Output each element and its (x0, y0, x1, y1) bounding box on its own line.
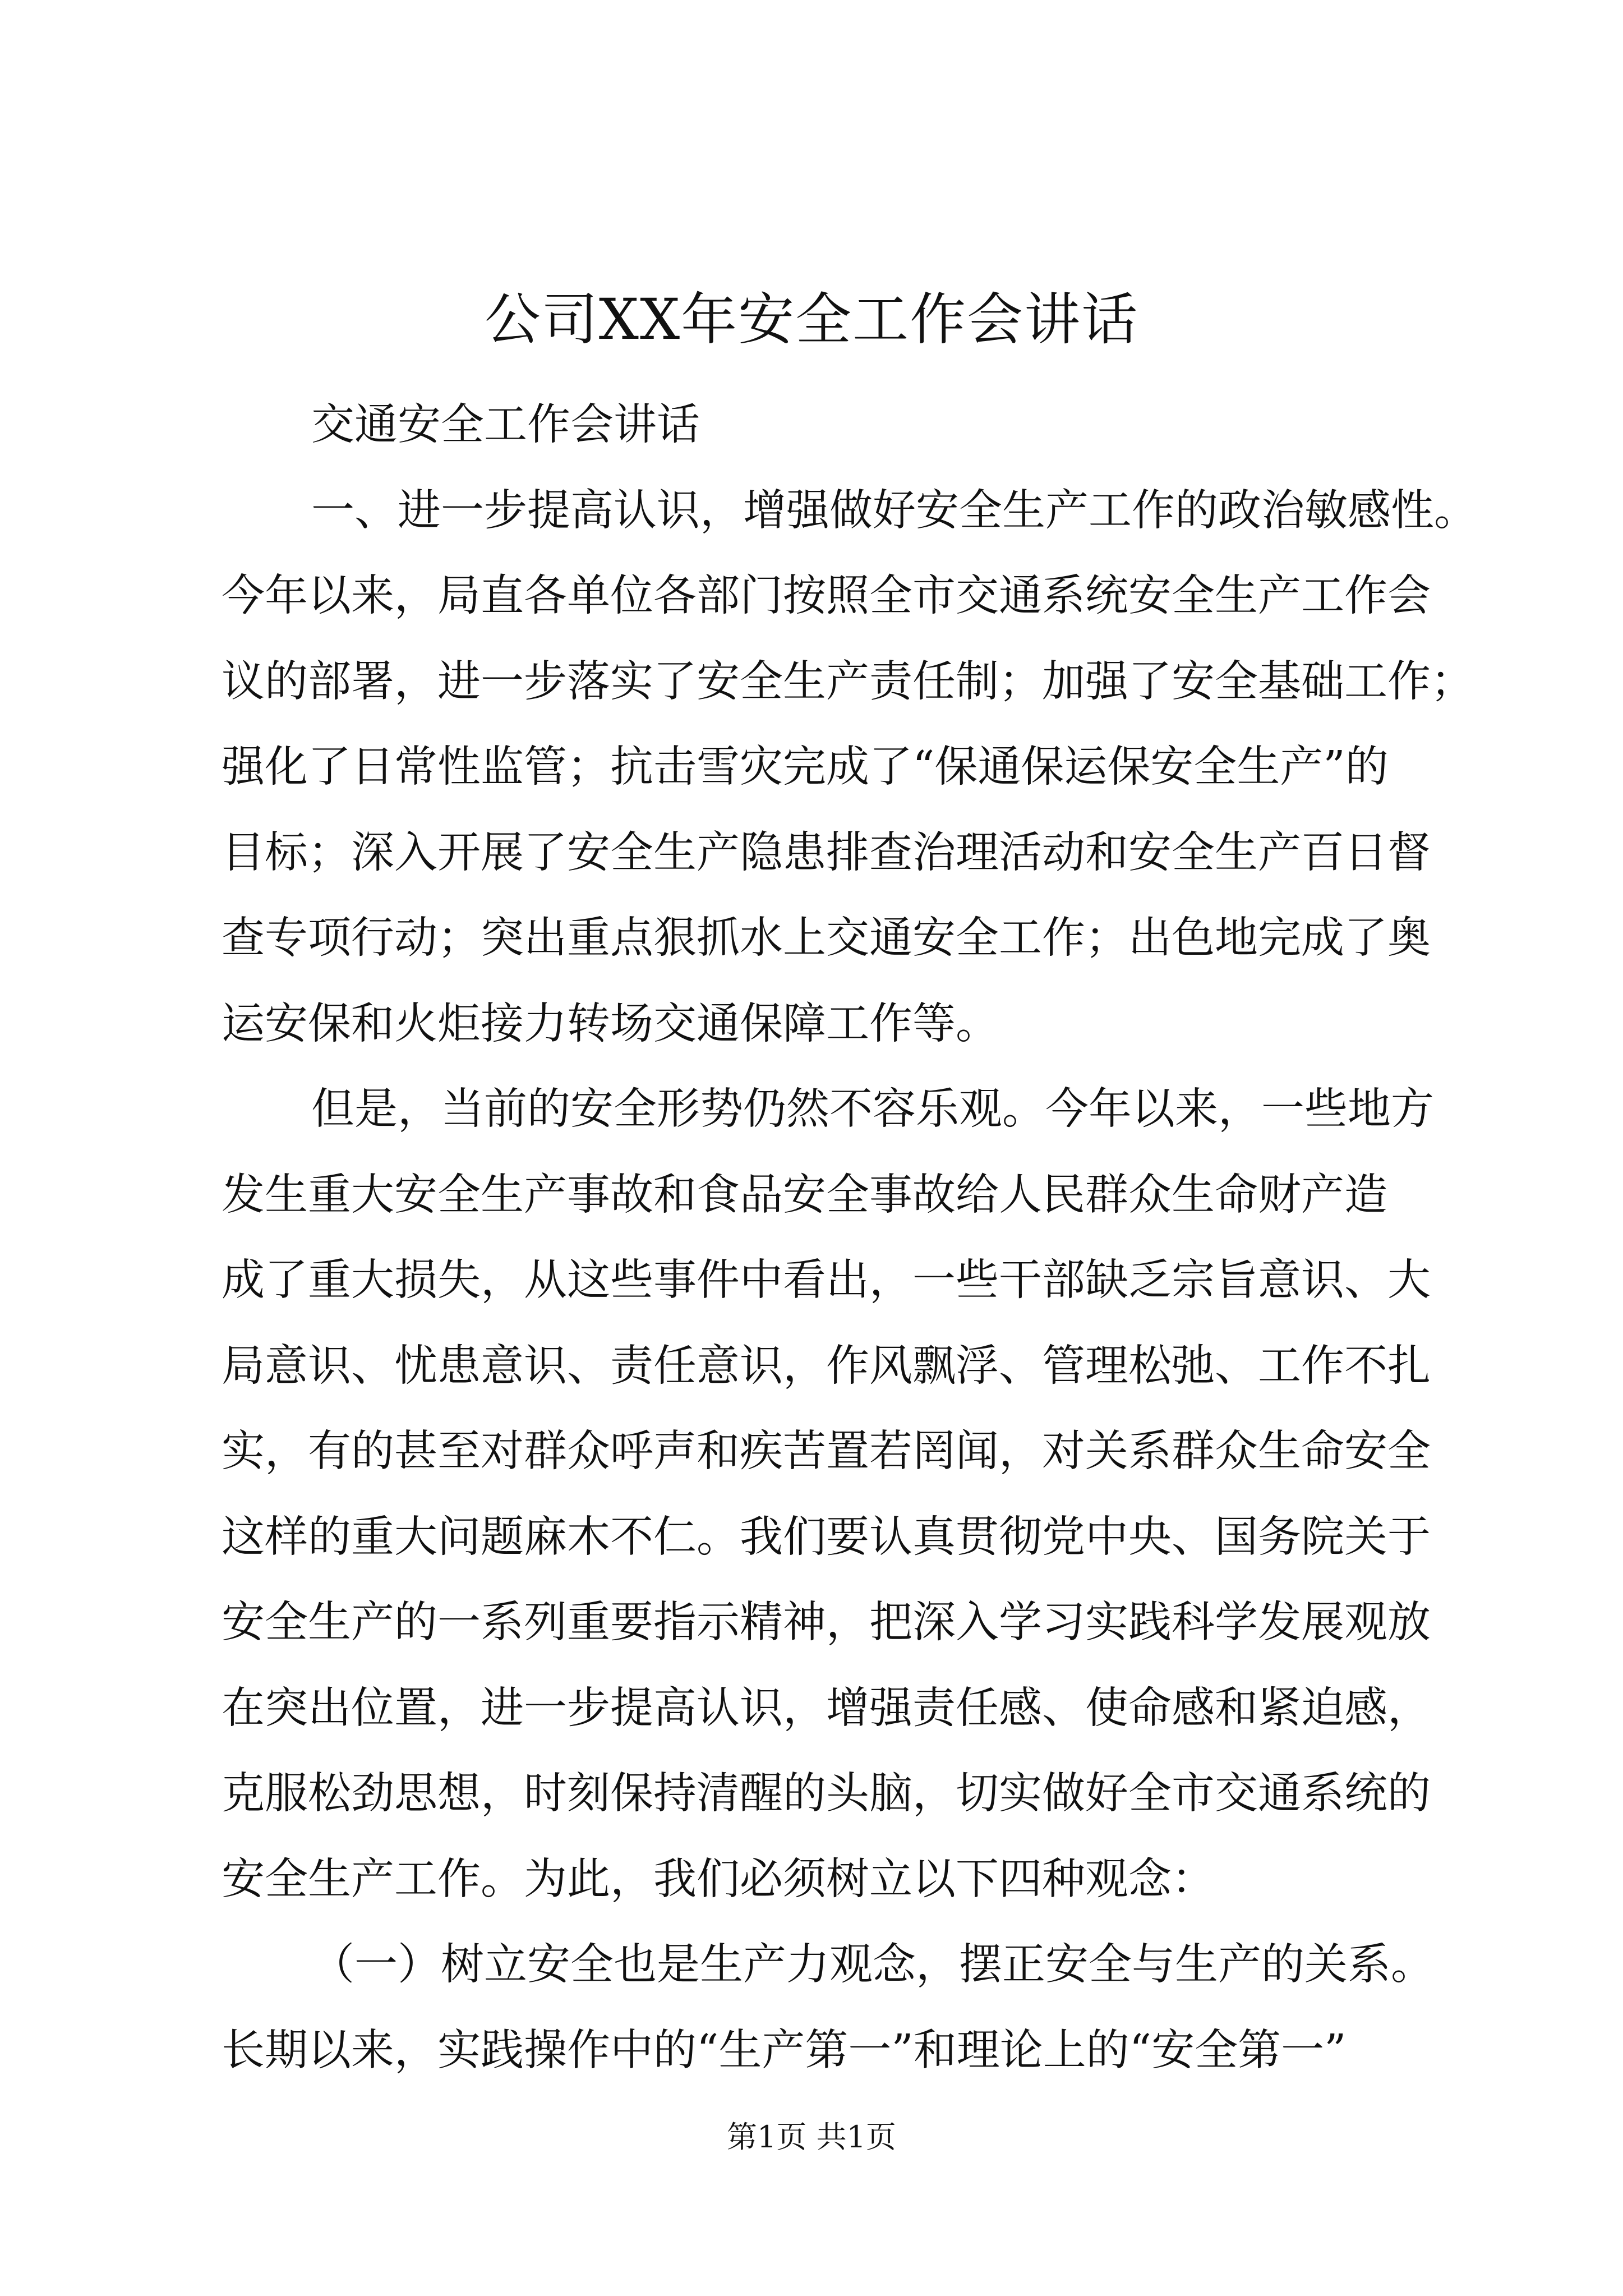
paragraph-line: 局意识、忧患意识、责任意识，作风飘浮、管理松弛、工作不扎 (222, 1341, 1431, 1391)
paragraph-line: 强化了日常性监管；抗击雪灾完成了“保通保运保安全生产”的 (222, 742, 1389, 792)
paragraph-line: 发生重大安全生产事故和食品安全事故给人民群众生命财产造 (222, 1170, 1387, 1220)
page-footer: 第1页 共1页 (727, 2119, 896, 2155)
document-title: 公司XX年安全工作会讲话 (484, 287, 1139, 352)
paragraph-line: 运安保和火炬接力转场交通保障工作等。 (222, 999, 999, 1049)
paragraph-line: 安全生产工作。为此，我们必须树立以下四种观念： (222, 1854, 1215, 1904)
paragraph-line: 今年以来，局直各单位各部门按照全市交通系统安全生产工作会 (222, 571, 1431, 621)
paragraph-line: 查专项行动；突出重点狠抓水上交通安全工作；出色地完成了奥 (222, 913, 1431, 963)
paragraph-line: 这样的重大问题麻木不仁。我们要认真贯彻党中央、国务院关于 (222, 1512, 1431, 1562)
paragraph-line: 克服松劲思想，时刻保持清醒的头脑，切实做好全市交通系统的 (222, 1769, 1431, 1819)
paragraph-line: 长期以来，实践操作中的“生产第一”和理论上的“安全第一” (222, 2025, 1347, 2076)
paragraph-line: 安全生产的一系列重要指示精神，把深入学习实践科学发展观放 (222, 1598, 1431, 1648)
paragraph-line: 一、进一步提高认识，增强做好安全生产工作的政治敏感性。 (311, 485, 1477, 536)
paragraph-line: 议的部署，进一步落实了安全生产责任制；加强了安全基础工作； (222, 656, 1474, 707)
paragraph-line: 但是，当前的安全形势仍然不容乐观。今年以来，一些地方 (311, 1084, 1434, 1134)
paragraph-line: （一）树立安全也是生产力观念，摆正安全与生产的关系。 (311, 1940, 1434, 1990)
paragraph-line: 目标；深入开展了安全生产隐患排查治理活动和安全生产百日督 (222, 827, 1431, 878)
paragraph-line: 实，有的甚至对群众呼声和疾苦置若罔闻，对关系群众生命安全 (222, 1427, 1431, 1476)
paragraph-line: 在突出位置，进一步提高认识，增强责任感、使命感和紧迫感， (222, 1683, 1431, 1733)
paragraph-line: 成了重大损失，从这些事件中看出，一些干部缺乏宗旨意识、大 (222, 1255, 1431, 1305)
document-body (222, 383, 1477, 2093)
subtitle-line: 交通安全工作会讲话 (311, 400, 700, 450)
